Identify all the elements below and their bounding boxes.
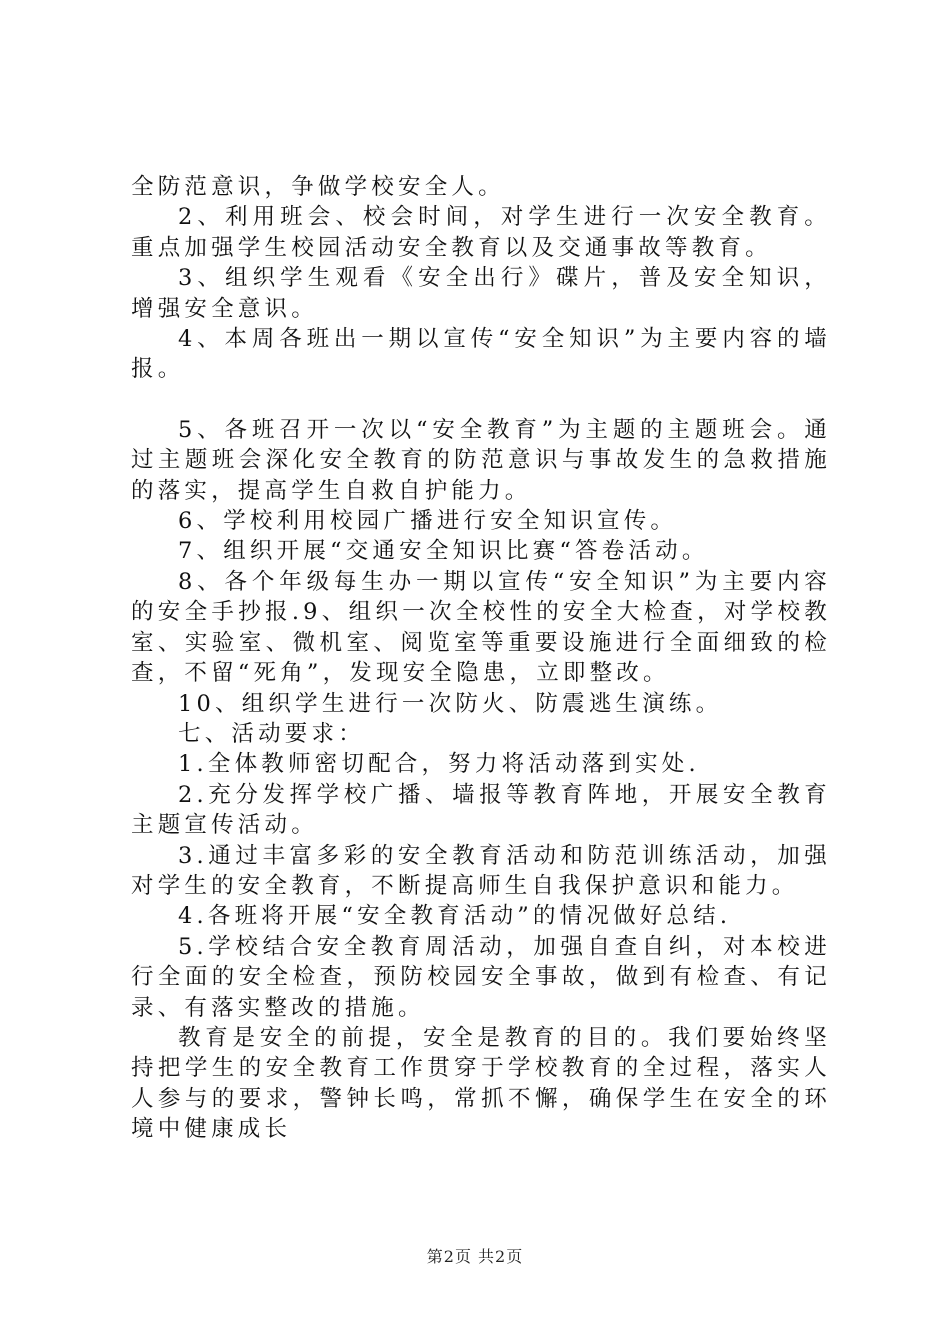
document-body	[131, 172, 831, 1145]
paragraph: 2、利用班会、校会时间，对学生进行一次安全教育。重点加强学生校园活动安全教育以及交通事故等教育。	[131, 204, 831, 261]
paragraph: 4、本周各班出一期以宣传“安全知识”为主要内容的墙报。	[131, 326, 831, 383]
paragraph: 7、组织开展“交通安全知识比赛“答卷活动。	[178, 538, 709, 565]
page-number-footer: 第2页 共2页	[426, 1247, 524, 1266]
paragraph: 5.学校结合安全教育周活动，加强自查自纠，对本校进行全面的安全检查，预防校园安全事故，做到有检查、有记录、有落实整改的措施。	[131, 933, 831, 1021]
paragraph: 5、各班召开一次以“安全教育”为主题的主题班会。通过主题班会深化安全教育的防范意识与事故发生的急救措施的落实，提高学生自救自护能力。	[131, 416, 831, 504]
paragraph: 3.通过丰富多彩的安全教育活动和防范训练活动，加强对学生的安全教育，不断提高师生自我保护意识和能力。	[131, 842, 831, 899]
paragraph: 教育是安全的前提，安全是教育的目的。我们要始终坚持把学生的安全教育工作贯穿于学校教育的全过程，落实人人参与的要求，警钟长鸣，常抓不懈，确保学生在安全的环境中健康成长	[131, 1024, 831, 1143]
paragraph: 1.全体教师密切配合，努力将活动落到实处.	[178, 751, 700, 778]
paragraph: 6、学校利用校园广播进行安全知识宣传。	[178, 508, 678, 535]
section-heading: 七、活动要求：	[178, 720, 365, 747]
paragraph: 10、组织学生进行一次防火、防震逃生演练。	[178, 690, 723, 717]
paragraph: 8、各个年级每生办一期以宣传“安全知识”为主要内容的安全手抄报.9、组织一次全校性的安全大检查，对学校教室、实验室、微机室、阅览室等重要设施进行全面细致的检查，不留“死角”，发现安全隐患，立即整改。	[131, 568, 831, 687]
paragraph: 全防范意识，争做学校安全人。	[131, 174, 505, 200]
paragraph: 2.充分发挥学校广播、墙报等教育阵地，开展安全教育主题宣传活动。	[131, 781, 831, 839]
paragraph: 3、组织学生观看《安全出行》碟片，普及安全知识，增强安全意识。	[131, 265, 831, 322]
paragraph: 4.各班将开展“安全教育活动”的情况做好总结.	[178, 903, 732, 930]
